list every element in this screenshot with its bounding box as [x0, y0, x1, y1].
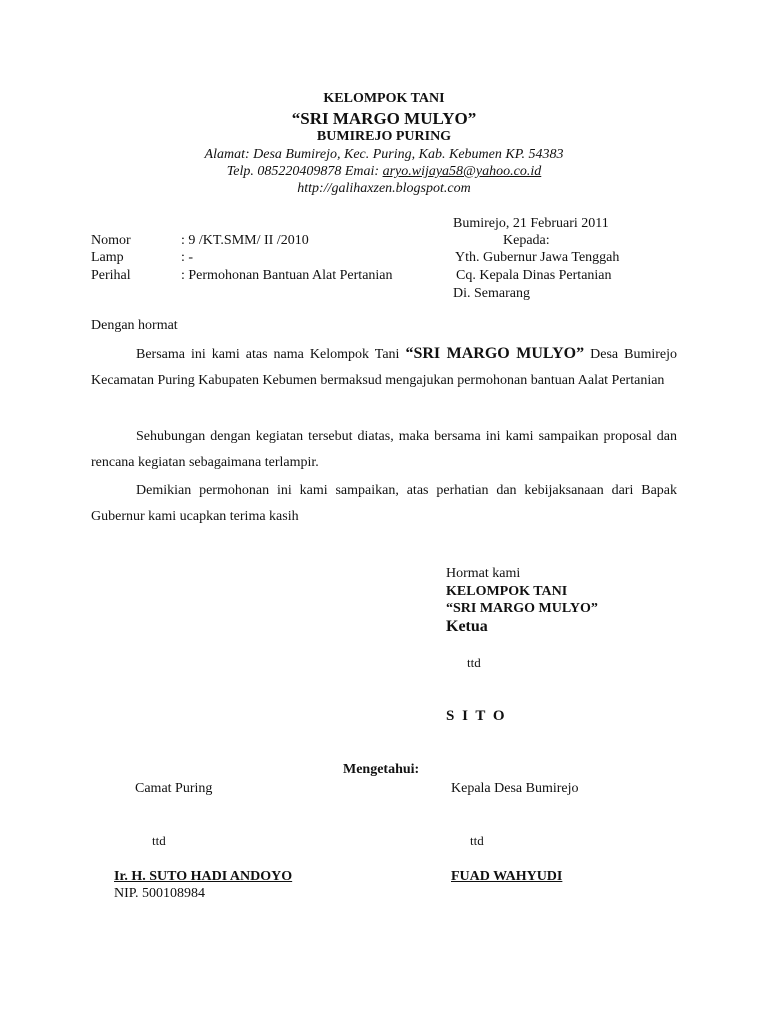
camat-title: Camat Puring — [135, 781, 213, 796]
closing: Hormat kami — [446, 566, 521, 581]
paragraph-1 — [91, 341, 677, 394]
kades-name: FUAD WAHYUDI — [451, 869, 563, 884]
lamp-label: Lamp — [91, 250, 124, 265]
phone-text: Telp. 085220409878 Emai: — [226, 164, 383, 179]
paragraph-1-org-name: “SRI MARGO MULYO” — [405, 345, 585, 362]
recipient-line-2: Cq. Kepala Dinas Pertanian — [456, 268, 612, 283]
camat-ttd: ttd — [152, 833, 166, 848]
org-type: KELOMPOK TANI — [323, 91, 445, 106]
lamp-value: : - — [181, 250, 194, 265]
kades-title: Kepala Desa Bumirejo — [451, 781, 579, 796]
acknowledged-label: Mengetahui: — [343, 762, 420, 777]
signature-ttd: ttd — [467, 655, 481, 670]
paragraph-1-rest: Desa Bumirejo Kecamatan Puring Kabupaten Kebumen bermaksud mengajukan permohonan bantuan Aalat Pertanian — [91, 347, 677, 388]
email-link[interactable]: aryo.wijaya58@yahoo.co.id — [382, 164, 542, 179]
paragraph-2-text: Sehubungan dengan kegiatan tersebut diatas, maka bersama ini kami sampaikan proposal dan rencana kegiatan sebagaimana terlampir. — [91, 429, 677, 470]
recipient-line-1: Yth. Gubernur Jawa Tenggah — [455, 250, 620, 265]
paragraph-2 — [91, 424, 677, 476]
recipient-line-3: Di. Semarang — [453, 286, 530, 301]
address: Alamat: Desa Bumirejo, Kec. Puring, Kab. Kebumen KP. 54383 — [204, 147, 564, 162]
org-name: “SRI MARGO MULYO” — [291, 109, 477, 128]
greeting: Dengan hormat — [91, 318, 178, 333]
website-link[interactable]: http://galihaxzen.blogspot.com — [297, 181, 471, 196]
paragraph-3 — [91, 478, 677, 530]
paragraph-1-intro: Bersama ini kami atas nama Kelompok Tani — [136, 347, 406, 362]
perihal-label: Perihal — [91, 268, 131, 283]
camat-nip: NIP. 500108984 — [114, 886, 206, 901]
signature-org-type: KELOMPOK TANI — [446, 584, 568, 599]
place-date: Bumirejo, 21 Februari 2011 — [453, 216, 609, 231]
paragraph-3-text: Demikian permohonan ini kami sampaikan, atas perhatian dan kebijaksanaan dari Bapak Gubernur kami ucapkan terima kasih — [91, 483, 677, 524]
signature-role: Ketua — [446, 618, 488, 635]
contact-line — [0, 164, 768, 180]
recipient-kepada: Kepada: — [503, 233, 550, 248]
nomor-label: Nomor — [91, 233, 131, 248]
org-village: BUMIREJO PURING — [316, 129, 452, 144]
signature-org-name: “SRI MARGO MULYO” — [446, 601, 598, 616]
signatory-name: S I T O — [446, 708, 507, 724]
kades-ttd: ttd — [470, 833, 484, 848]
camat-name: Ir. H. SUTO HADI ANDOYO — [114, 869, 293, 884]
nomor-value: : 9 /KT.SMM/ II /2010 — [181, 233, 309, 248]
perihal-value: : Permohonan Bantuan Alat Pertanian — [181, 268, 393, 283]
